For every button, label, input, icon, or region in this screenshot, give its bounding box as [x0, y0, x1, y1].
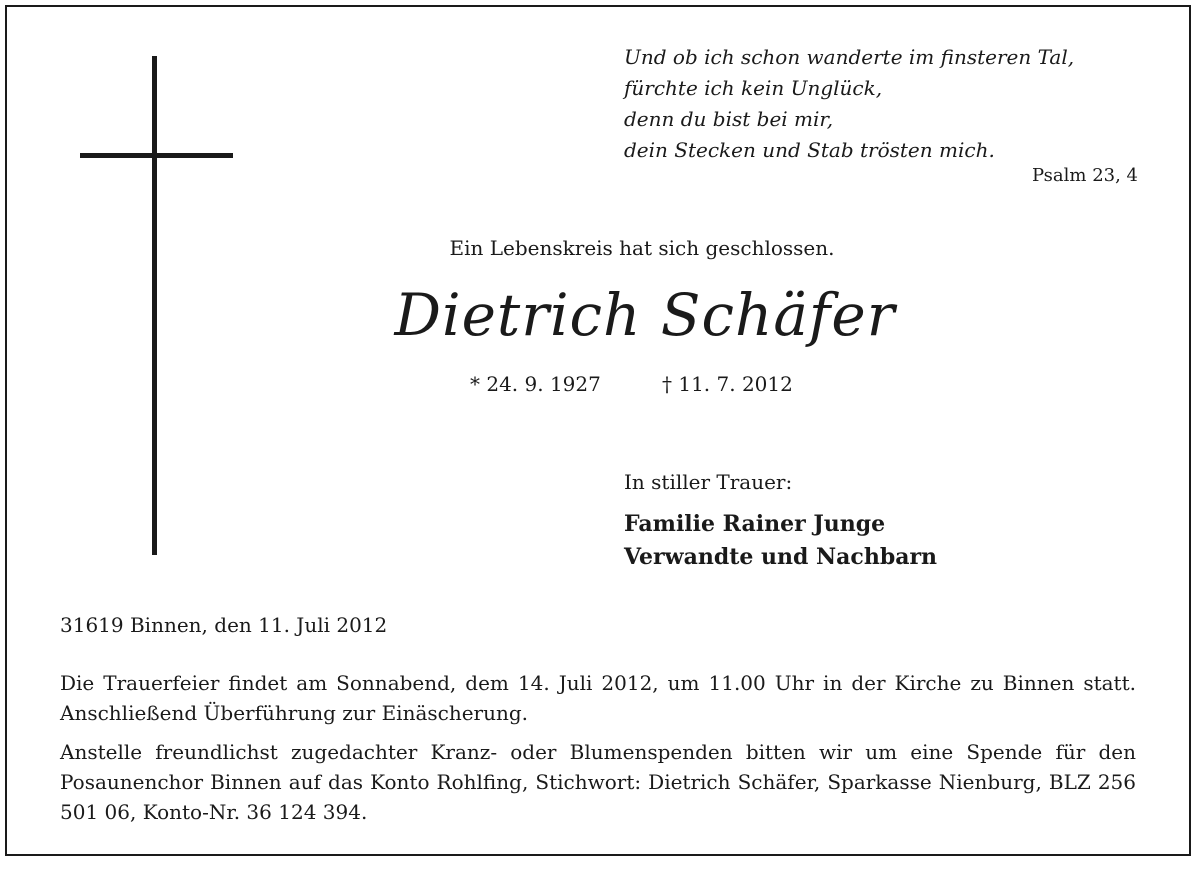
- mourning-label: In stiller Trauer:: [624, 470, 793, 494]
- psalm-line: fürchte ich kein Unglück,: [624, 76, 883, 100]
- funeral-service-paragraph: Die Trauerfeier findet am Sonnabend, dem 14. Juli 2012, um 11.00 Uhr in der Kirche zu Binnen statt. Anschließend Überführung zur Einäscherung.: [60, 671, 1136, 725]
- death-date: † 11. 7. 2012: [662, 372, 793, 396]
- birth-date: * 24. 9. 1927: [470, 372, 601, 396]
- intro-text: Ein Lebenskreis hat sich geschlossen.: [449, 236, 835, 260]
- mourner-name: Familie Rainer Junge: [624, 511, 886, 537]
- deceased-name: Dietrich Schäfer: [394, 281, 896, 349]
- place-and-date: 31619 Binnen, den 11. Juli 2012: [60, 613, 388, 637]
- psalm-line: Und ob ich schon wanderte im finsteren Tal,: [624, 45, 1075, 69]
- mourner-name: Verwandte und Nachbarn: [624, 544, 938, 570]
- mourners-list: [624, 508, 937, 574]
- psalm-reference: Psalm 23, 4: [1032, 165, 1138, 186]
- psalm-quote: [624, 42, 1074, 166]
- psalm-line: denn du bist bei mir,: [624, 107, 834, 131]
- donation-paragraph: Anstelle freundlichst zugedachter Kranz- oder Blumenspenden bitten wir um eine Spende für den Posaunenchor Binnen auf das Konto Rohlfing, Stichwort: Dietrich Schäfer, Sparkasse Nienburg, BLZ 256 501 06, Konto-Nr. 36 124 394.: [60, 740, 1136, 824]
- cross-horizontal-bar: [80, 153, 233, 158]
- psalm-line: dein Stecken und Stab trösten mich.: [624, 138, 995, 162]
